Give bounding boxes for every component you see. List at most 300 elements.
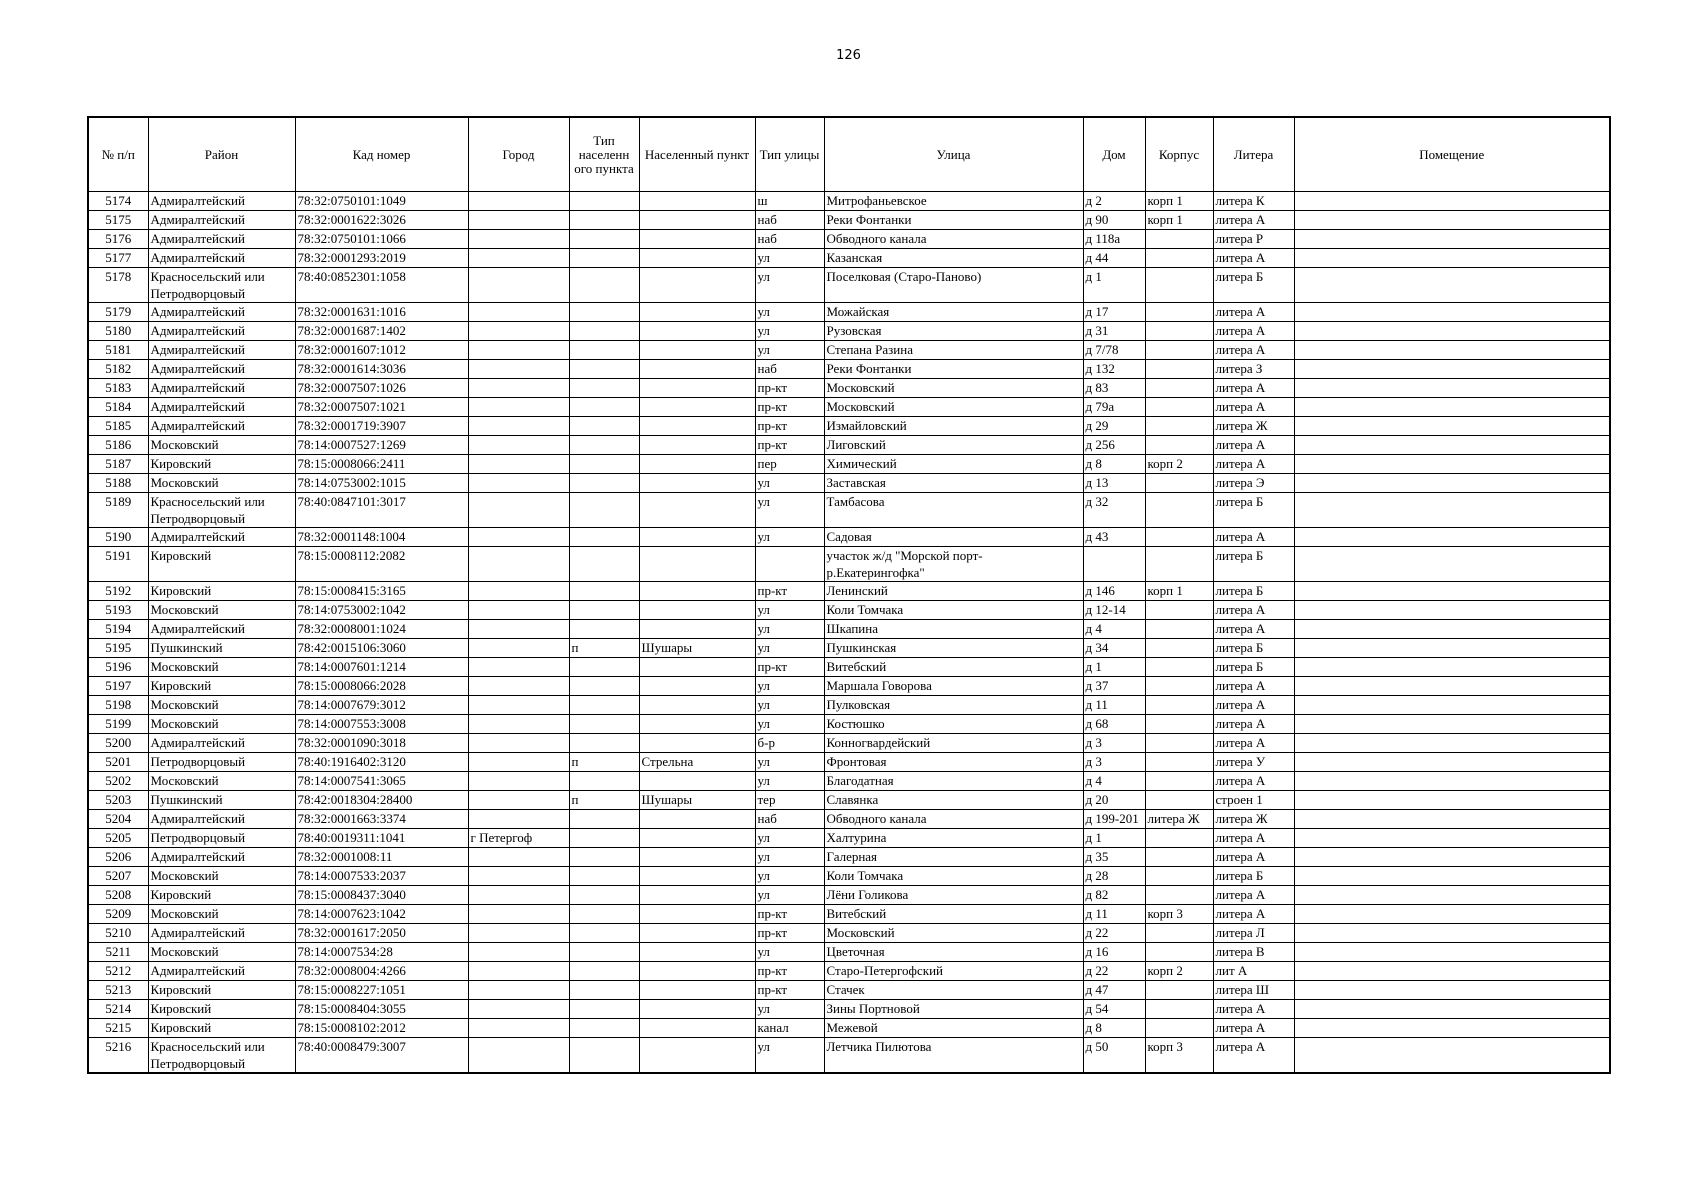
cell-letter: литера Б	[1213, 547, 1294, 582]
cell-house: д 90	[1083, 211, 1145, 230]
cell-building	[1145, 791, 1213, 810]
table-row	[88, 192, 1610, 211]
cell-street: Лёни Голикова	[824, 886, 1083, 905]
cell-premises	[1294, 943, 1610, 962]
cell-letter: литера А	[1213, 1019, 1294, 1038]
cell-cadastral-number: 78:32:0007507:1021	[295, 398, 468, 417]
cell-cadastral-number: 78:32:0001631:1016	[295, 303, 468, 322]
cell-street-type: пр-кт	[755, 658, 824, 677]
cell-street: Химический	[824, 455, 1083, 474]
cell-street-type	[755, 547, 824, 582]
cell-building	[1145, 249, 1213, 268]
cell-settlement-type	[569, 303, 639, 322]
table-row	[88, 601, 1610, 620]
cell-settlement	[639, 829, 755, 848]
cell-number: 5208	[88, 886, 148, 905]
cell-number: 5184	[88, 398, 148, 417]
cell-letter: литера Ж	[1213, 810, 1294, 829]
cell-letter: литера А	[1213, 677, 1294, 696]
cell-premises	[1294, 829, 1610, 848]
cell-street: Московский	[824, 924, 1083, 943]
cell-letter: литера А	[1213, 829, 1294, 848]
cell-building	[1145, 829, 1213, 848]
cell-settlement	[639, 341, 755, 360]
cell-settlement	[639, 547, 755, 582]
cell-street-type: пр-кт	[755, 398, 824, 417]
cell-cadastral-number: 78:32:0001719:3907	[295, 417, 468, 436]
cell-number: 5204	[88, 810, 148, 829]
cell-building	[1145, 886, 1213, 905]
cell-house: д 28	[1083, 867, 1145, 886]
cell-letter: литера А	[1213, 528, 1294, 547]
cell-letter: литера А	[1213, 398, 1294, 417]
cell-number: 5200	[88, 734, 148, 753]
cell-settlement	[639, 601, 755, 620]
cell-number: 5190	[88, 528, 148, 547]
cell-city	[468, 867, 569, 886]
cell-building	[1145, 658, 1213, 677]
cell-street: Московский	[824, 379, 1083, 398]
cell-settlement	[639, 360, 755, 379]
cell-district: Московский	[148, 943, 295, 962]
cell-street: Фронтовая	[824, 753, 1083, 772]
cell-settlement-type	[569, 474, 639, 493]
table-row	[88, 249, 1610, 268]
cell-settlement-type: п	[569, 753, 639, 772]
cell-street-type: ул	[755, 772, 824, 791]
cell-street: Ленинский	[824, 582, 1083, 601]
cell-street-type: наб	[755, 211, 824, 230]
cell-city	[468, 547, 569, 582]
cell-settlement	[639, 658, 755, 677]
cell-street-type: пр-кт	[755, 981, 824, 1000]
cell-premises	[1294, 379, 1610, 398]
cell-number: 5179	[88, 303, 148, 322]
table-row	[88, 474, 1610, 493]
cell-house: д 199-201	[1083, 810, 1145, 829]
cell-street-type: ул	[755, 249, 824, 268]
table-row	[88, 829, 1610, 848]
table-row	[88, 981, 1610, 1000]
table-body	[88, 192, 1610, 1074]
cell-cadastral-number: 78:42:0015106:3060	[295, 639, 468, 658]
cell-settlement: Шушары	[639, 791, 755, 810]
cell-district: Московский	[148, 905, 295, 924]
cell-cadastral-number: 78:15:0008066:2028	[295, 677, 468, 696]
cell-street: Шкапина	[824, 620, 1083, 639]
table-row	[88, 848, 1610, 867]
cell-number: 5195	[88, 639, 148, 658]
cell-premises	[1294, 1000, 1610, 1019]
cell-city	[468, 677, 569, 696]
cell-building	[1145, 753, 1213, 772]
cell-settlement	[639, 528, 755, 547]
cell-cadastral-number: 78:32:0001687:1402	[295, 322, 468, 341]
cell-district: Кировский	[148, 981, 295, 1000]
cell-street-type: ул	[755, 322, 824, 341]
cell-street-type: ул	[755, 677, 824, 696]
cell-district: Адмиралтейский	[148, 322, 295, 341]
cell-district: Московский	[148, 715, 295, 734]
property-table	[87, 116, 1611, 1074]
table-row	[88, 886, 1610, 905]
cell-cadastral-number: 78:32:0008004:4266	[295, 962, 468, 981]
cell-building	[1145, 322, 1213, 341]
cell-cadastral-number: 78:14:0007541:3065	[295, 772, 468, 791]
cell-street: Садовая	[824, 528, 1083, 547]
cell-city	[468, 962, 569, 981]
cell-building	[1145, 734, 1213, 753]
cell-building	[1145, 715, 1213, 734]
cell-cadastral-number: 78:15:0008102:2012	[295, 1019, 468, 1038]
header-building: Корпус	[1145, 117, 1213, 192]
cell-letter: литера У	[1213, 753, 1294, 772]
cell-settlement-type	[569, 436, 639, 455]
header-district: Район	[148, 117, 295, 192]
cell-street: Лиговский	[824, 436, 1083, 455]
cell-cadastral-number: 78:40:0008479:3007	[295, 1038, 468, 1074]
cell-street: Казанская	[824, 249, 1083, 268]
cell-street-type: ул	[755, 1038, 824, 1074]
table-row	[88, 436, 1610, 455]
cell-premises	[1294, 772, 1610, 791]
cell-settlement	[639, 677, 755, 696]
cell-district: Петродворцовый	[148, 753, 295, 772]
cell-premises	[1294, 398, 1610, 417]
cell-letter: литера А	[1213, 905, 1294, 924]
cell-district: Московский	[148, 658, 295, 677]
cell-cadastral-number: 78:32:0001614:3036	[295, 360, 468, 379]
cell-house: д 34	[1083, 639, 1145, 658]
cell-district: Адмиралтейский	[148, 734, 295, 753]
cell-number: 5215	[88, 1019, 148, 1038]
cell-cadastral-number: 78:40:0019311:1041	[295, 829, 468, 848]
cell-settlement	[639, 493, 755, 528]
cell-settlement-type	[569, 867, 639, 886]
cell-district: Адмиралтейский	[148, 962, 295, 981]
cell-letter: литера Э	[1213, 474, 1294, 493]
cell-settlement	[639, 696, 755, 715]
cell-street-type: пр-кт	[755, 417, 824, 436]
cell-district: Пушкинский	[148, 791, 295, 810]
cell-number: 5181	[88, 341, 148, 360]
cell-street: Летчика Пилютова	[824, 1038, 1083, 1074]
cell-city	[468, 436, 569, 455]
cell-premises	[1294, 867, 1610, 886]
cell-cadastral-number: 78:32:0001617:2050	[295, 924, 468, 943]
cell-street-type: наб	[755, 810, 824, 829]
cell-house: д 82	[1083, 886, 1145, 905]
cell-cadastral-number: 78:32:0001090:3018	[295, 734, 468, 753]
cell-settlement-type	[569, 192, 639, 211]
cell-city	[468, 658, 569, 677]
cell-city	[468, 715, 569, 734]
cell-premises	[1294, 249, 1610, 268]
cell-district: Кировский	[148, 547, 295, 582]
cell-letter: литера А	[1213, 734, 1294, 753]
cell-street: Можайская	[824, 303, 1083, 322]
cell-building	[1145, 493, 1213, 528]
cell-street: участок ж/д "Морской порт-р.Екатерингофка"	[824, 547, 1083, 582]
cell-city	[468, 322, 569, 341]
cell-city	[468, 639, 569, 658]
cell-letter: литера К	[1213, 192, 1294, 211]
cell-settlement	[639, 962, 755, 981]
cell-district: Московский	[148, 867, 295, 886]
cell-house: д 11	[1083, 905, 1145, 924]
cell-letter: литера Л	[1213, 924, 1294, 943]
cell-letter: литера А	[1213, 886, 1294, 905]
cell-settlement-type	[569, 379, 639, 398]
cell-building	[1145, 601, 1213, 620]
cell-house: д 83	[1083, 379, 1145, 398]
table-header-row	[88, 117, 1610, 192]
cell-letter: литера А	[1213, 848, 1294, 867]
cell-number: 5214	[88, 1000, 148, 1019]
cell-settlement-type	[569, 493, 639, 528]
cell-premises	[1294, 322, 1610, 341]
cell-street-type: ул	[755, 620, 824, 639]
cell-district: Московский	[148, 436, 295, 455]
cell-premises	[1294, 924, 1610, 943]
cell-letter: литера В	[1213, 943, 1294, 962]
cell-cadastral-number: 78:32:0008001:1024	[295, 620, 468, 639]
cell-street: Галерная	[824, 848, 1083, 867]
cell-letter: литера А	[1213, 341, 1294, 360]
cell-premises	[1294, 810, 1610, 829]
cell-district: Кировский	[148, 1000, 295, 1019]
cell-house: д 8	[1083, 455, 1145, 474]
cell-settlement	[639, 867, 755, 886]
cell-cadastral-number: 78:32:0007507:1026	[295, 379, 468, 398]
cell-settlement-type	[569, 715, 639, 734]
cell-city	[468, 1038, 569, 1074]
cell-cadastral-number: 78:15:0008415:3165	[295, 582, 468, 601]
table-row	[88, 1019, 1610, 1038]
cell-street: Славянка	[824, 791, 1083, 810]
cell-district: Адмиралтейский	[148, 924, 295, 943]
cell-house: д 7/78	[1083, 341, 1145, 360]
table-row	[88, 417, 1610, 436]
cell-number: 5174	[88, 192, 148, 211]
cell-building	[1145, 696, 1213, 715]
table-row	[88, 658, 1610, 677]
cell-number: 5176	[88, 230, 148, 249]
cell-street: Коли Томчака	[824, 601, 1083, 620]
cell-building	[1145, 528, 1213, 547]
cell-settlement	[639, 582, 755, 601]
cell-house: д 35	[1083, 848, 1145, 867]
cell-settlement	[639, 924, 755, 943]
cell-street: Витебский	[824, 658, 1083, 677]
cell-letter: литера А	[1213, 696, 1294, 715]
cell-district: Петродворцовый	[148, 829, 295, 848]
table-row	[88, 455, 1610, 474]
cell-premises	[1294, 547, 1610, 582]
cell-settlement	[639, 886, 755, 905]
cell-house: д 29	[1083, 417, 1145, 436]
cell-house	[1083, 547, 1145, 582]
header-number: № п/п	[88, 117, 148, 192]
cell-number: 5201	[88, 753, 148, 772]
cell-premises	[1294, 474, 1610, 493]
cell-settlement-type	[569, 360, 639, 379]
cell-building	[1145, 436, 1213, 455]
cell-settlement	[639, 943, 755, 962]
cell-building	[1145, 867, 1213, 886]
table-row	[88, 753, 1610, 772]
cell-settlement	[639, 1019, 755, 1038]
cell-letter: литера А	[1213, 772, 1294, 791]
cell-premises	[1294, 341, 1610, 360]
cell-number: 5216	[88, 1038, 148, 1074]
cell-city	[468, 772, 569, 791]
cell-cadastral-number: 78:42:0018304:28400	[295, 791, 468, 810]
cell-street-type: ул	[755, 715, 824, 734]
cell-building	[1145, 303, 1213, 322]
cell-settlement	[639, 848, 755, 867]
cell-city	[468, 474, 569, 493]
cell-house: д 22	[1083, 924, 1145, 943]
cell-building	[1145, 230, 1213, 249]
cell-house: д 4	[1083, 772, 1145, 791]
cell-premises	[1294, 962, 1610, 981]
cell-settlement-type	[569, 211, 639, 230]
cell-city	[468, 493, 569, 528]
cell-house: д 146	[1083, 582, 1145, 601]
header-settlement: Населенный пункт	[639, 117, 755, 192]
table-row	[88, 1000, 1610, 1019]
cell-street-type: ул	[755, 848, 824, 867]
cell-street: Костюшко	[824, 715, 1083, 734]
cell-street-type: пр-кт	[755, 436, 824, 455]
table-row	[88, 867, 1610, 886]
cell-building: корп 3	[1145, 905, 1213, 924]
cell-settlement-type	[569, 905, 639, 924]
cell-building: корп 2	[1145, 455, 1213, 474]
cell-house: д 1	[1083, 658, 1145, 677]
cell-letter: литера А	[1213, 211, 1294, 230]
cell-settlement-type	[569, 249, 639, 268]
cell-number: 5183	[88, 379, 148, 398]
cell-number: 5211	[88, 943, 148, 962]
cell-settlement	[639, 417, 755, 436]
header-cadastral-number: Кад номер	[295, 117, 468, 192]
cell-city	[468, 601, 569, 620]
cell-city	[468, 268, 569, 303]
cell-street: Благодатная	[824, 772, 1083, 791]
cell-settlement-type	[569, 924, 639, 943]
cell-settlement	[639, 715, 755, 734]
cell-settlement	[639, 810, 755, 829]
cell-cadastral-number: 78:15:0008227:1051	[295, 981, 468, 1000]
cell-street: Пулковская	[824, 696, 1083, 715]
cell-street-type: пер	[755, 455, 824, 474]
table-row	[88, 943, 1610, 962]
cell-building	[1145, 547, 1213, 582]
cell-house: д 11	[1083, 696, 1145, 715]
cell-street: Межевой	[824, 1019, 1083, 1038]
cell-letter: литера Б	[1213, 867, 1294, 886]
cell-building	[1145, 924, 1213, 943]
cell-street: Старо-Петергофский	[824, 962, 1083, 981]
cell-city	[468, 341, 569, 360]
cell-building	[1145, 417, 1213, 436]
cell-house: д 54	[1083, 1000, 1145, 1019]
cell-number: 5192	[88, 582, 148, 601]
cell-street: Зины Портновой	[824, 1000, 1083, 1019]
table-row	[88, 677, 1610, 696]
cell-settlement-type	[569, 582, 639, 601]
cell-house: д 1	[1083, 829, 1145, 848]
cell-premises	[1294, 696, 1610, 715]
cell-street-type: ул	[755, 867, 824, 886]
cell-building: корп 3	[1145, 1038, 1213, 1074]
cell-street-type: ул	[755, 696, 824, 715]
cell-premises	[1294, 981, 1610, 1000]
cell-settlement	[639, 734, 755, 753]
cell-premises	[1294, 848, 1610, 867]
cell-premises	[1294, 639, 1610, 658]
cell-cadastral-number: 78:14:0007601:1214	[295, 658, 468, 677]
table-row	[88, 734, 1610, 753]
cell-house: д 118а	[1083, 230, 1145, 249]
cell-cadastral-number: 78:40:0852301:1058	[295, 268, 468, 303]
table-row	[88, 791, 1610, 810]
cell-street: Реки Фонтанки	[824, 211, 1083, 230]
cell-house: д 22	[1083, 962, 1145, 981]
cell-cadastral-number: 78:14:0007623:1042	[295, 905, 468, 924]
table-row	[88, 639, 1610, 658]
cell-city	[468, 528, 569, 547]
cell-settlement-type	[569, 547, 639, 582]
cell-house: д 31	[1083, 322, 1145, 341]
cell-letter: литера А	[1213, 620, 1294, 639]
cell-settlement-type	[569, 962, 639, 981]
cell-house: д 132	[1083, 360, 1145, 379]
cell-district: Кировский	[148, 1019, 295, 1038]
cell-city	[468, 192, 569, 211]
cell-cadastral-number: 78:14:0007527:1269	[295, 436, 468, 455]
cell-letter: литера А	[1213, 715, 1294, 734]
table-row	[88, 962, 1610, 981]
cell-building	[1145, 639, 1213, 658]
cell-settlement	[639, 772, 755, 791]
cell-city	[468, 455, 569, 474]
cell-street-type: канал	[755, 1019, 824, 1038]
cell-settlement	[639, 620, 755, 639]
cell-house: д 68	[1083, 715, 1145, 734]
cell-cadastral-number: 78:15:0008112:2082	[295, 547, 468, 582]
cell-district: Красносельский или Петродворцовый	[148, 493, 295, 528]
cell-settlement: Стрельна	[639, 753, 755, 772]
cell-building: литера Ж	[1145, 810, 1213, 829]
cell-house: д 20	[1083, 791, 1145, 810]
cell-cadastral-number: 78:14:0753002:1015	[295, 474, 468, 493]
cell-city	[468, 620, 569, 639]
table-row	[88, 379, 1610, 398]
cell-building	[1145, 398, 1213, 417]
cell-cadastral-number: 78:32:0001148:1004	[295, 528, 468, 547]
table-row	[88, 696, 1610, 715]
cell-settlement	[639, 192, 755, 211]
cell-premises	[1294, 192, 1610, 211]
cell-city	[468, 886, 569, 905]
cell-street: Московский	[824, 398, 1083, 417]
table-row	[88, 341, 1610, 360]
cell-city	[468, 905, 569, 924]
cell-street: Тамбасова	[824, 493, 1083, 528]
